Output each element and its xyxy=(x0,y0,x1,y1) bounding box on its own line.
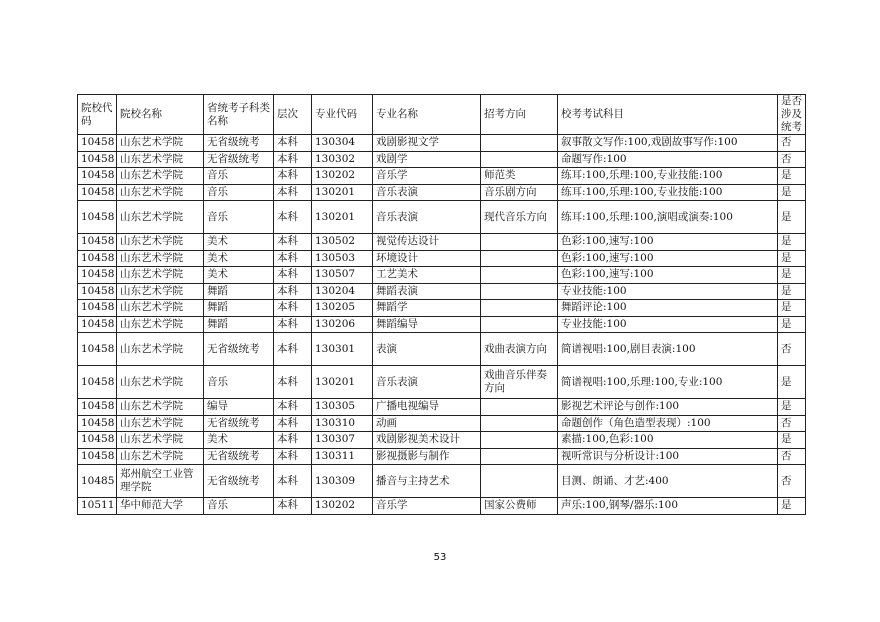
level-cell: 本科 xyxy=(274,415,312,432)
table-row xyxy=(78,250,806,267)
major-name-cell: 音乐表演 xyxy=(373,366,481,399)
level-cell: 本科 xyxy=(274,151,312,168)
table-body xyxy=(78,135,806,515)
table-header xyxy=(78,95,806,135)
subject-category-cell: 美术 xyxy=(204,267,274,284)
school-name-cell: 山东艺术学院 xyxy=(117,415,204,432)
school-name-cell: 山东艺术学院 xyxy=(117,448,204,465)
major-code-cell: 130201 xyxy=(312,366,373,399)
major-name-cell: 戏剧学 xyxy=(373,151,481,168)
direction-cell xyxy=(481,151,558,168)
unified-exam-cell: 是 xyxy=(778,366,806,399)
unified-exam-cell: 是 xyxy=(778,316,806,333)
column-header: 专业代码 xyxy=(312,95,373,135)
subject-category-cell: 音乐 xyxy=(204,498,274,515)
school-code-cell: 10485 xyxy=(78,465,117,498)
direction-cell: 音乐剧方向 xyxy=(481,184,558,201)
unified-exam-cell: 是 xyxy=(778,267,806,284)
subject-category-cell: 美术 xyxy=(204,432,274,449)
table-row xyxy=(78,151,806,168)
level-cell: 本科 xyxy=(274,267,312,284)
school-name-cell: 华中师范大学 xyxy=(117,498,204,515)
level-cell: 本科 xyxy=(274,234,312,251)
major-code-cell: 130302 xyxy=(312,151,373,168)
school-code-cell: 10458 xyxy=(78,316,117,333)
exam-subjects-cell: 色彩:100,速写:100 xyxy=(558,250,778,267)
table-row xyxy=(78,399,806,416)
major-name-cell: 舞蹈学 xyxy=(373,300,481,317)
table-row xyxy=(78,201,806,234)
school-code-cell: 10458 xyxy=(78,234,117,251)
direction-cell xyxy=(481,283,558,300)
unified-exam-cell: 是 xyxy=(778,300,806,317)
major-code-cell: 130206 xyxy=(312,316,373,333)
school-name-cell: 山东艺术学院 xyxy=(117,135,204,152)
direction-cell: 戏曲音乐伴奏方向 xyxy=(481,366,558,399)
major-name-cell: 音乐表演 xyxy=(373,201,481,234)
school-code-cell: 10458 xyxy=(78,333,117,366)
school-name-cell: 山东艺术学院 xyxy=(117,234,204,251)
major-name-cell: 播音与主持艺术 xyxy=(373,465,481,498)
major-code-cell: 130202 xyxy=(312,168,373,185)
direction-cell xyxy=(481,316,558,333)
column-header: 校考考试科目 xyxy=(558,95,778,135)
unified-exam-cell: 否 xyxy=(778,151,806,168)
level-cell: 本科 xyxy=(274,366,312,399)
column-header: 省统考子科类名称 xyxy=(204,95,274,135)
exam-subjects-cell: 简谱视唱:100,剧目表演:100 xyxy=(558,333,778,366)
subject-category-cell: 编导 xyxy=(204,399,274,416)
major-name-cell: 舞蹈编导 xyxy=(373,316,481,333)
subject-category-cell: 音乐 xyxy=(204,184,274,201)
major-code-cell: 130201 xyxy=(312,184,373,201)
table-row xyxy=(78,300,806,317)
exam-subjects-cell: 舞蹈评论:100 xyxy=(558,300,778,317)
school-name-cell: 山东艺术学院 xyxy=(117,333,204,366)
school-name-cell: 郑州航空工业管理学院 xyxy=(117,465,204,498)
major-name-cell: 视觉传达设计 xyxy=(373,234,481,251)
direction-cell xyxy=(481,465,558,498)
column-header: 层次 xyxy=(274,95,312,135)
direction-cell xyxy=(481,267,558,284)
table-row xyxy=(78,415,806,432)
direction-cell xyxy=(481,234,558,251)
school-code-cell: 10458 xyxy=(78,432,117,449)
major-code-cell: 130307 xyxy=(312,432,373,449)
direction-cell xyxy=(481,432,558,449)
major-name-cell: 舞蹈表演 xyxy=(373,283,481,300)
school-name-cell: 山东艺术学院 xyxy=(117,250,204,267)
school-name-cell: 山东艺术学院 xyxy=(117,201,204,234)
major-code-cell: 130309 xyxy=(312,465,373,498)
exam-subjects-cell: 练耳:100,乐理:100,专业技能:100 xyxy=(558,168,778,185)
subject-category-cell: 无省级统考 xyxy=(204,151,274,168)
table-row xyxy=(78,135,806,152)
level-cell: 本科 xyxy=(274,300,312,317)
school-name-cell: 山东艺术学院 xyxy=(117,267,204,284)
school-code-cell: 10458 xyxy=(78,415,117,432)
exam-subjects-cell: 简谱视唱:100,乐理:100,专业:100 xyxy=(558,366,778,399)
school-code-cell: 10458 xyxy=(78,448,117,465)
exam-subjects-cell: 色彩:100,速写:100 xyxy=(558,234,778,251)
major-code-cell: 130305 xyxy=(312,399,373,416)
level-cell: 本科 xyxy=(274,498,312,515)
major-code-cell: 130201 xyxy=(312,201,373,234)
school-code-cell: 10458 xyxy=(78,366,117,399)
level-cell: 本科 xyxy=(274,432,312,449)
direction-cell xyxy=(481,250,558,267)
school-name-cell: 山东艺术学院 xyxy=(117,366,204,399)
admissions-table xyxy=(77,94,806,515)
exam-subjects-cell: 专业技能:100 xyxy=(558,283,778,300)
major-name-cell: 音乐表演 xyxy=(373,184,481,201)
unified-exam-cell: 是 xyxy=(778,168,806,185)
major-name-cell: 音乐学 xyxy=(373,168,481,185)
exam-subjects-cell: 命题写作:100 xyxy=(558,151,778,168)
direction-cell: 现代音乐方向 xyxy=(481,201,558,234)
school-code-cell: 10458 xyxy=(78,135,117,152)
major-name-cell: 广播电视编导 xyxy=(373,399,481,416)
direction-cell xyxy=(481,448,558,465)
subject-category-cell: 无省级统考 xyxy=(204,333,274,366)
school-name-cell: 山东艺术学院 xyxy=(117,316,204,333)
major-code-cell: 130304 xyxy=(312,135,373,152)
unified-exam-cell: 是 xyxy=(778,184,806,201)
subject-category-cell: 音乐 xyxy=(204,168,274,185)
exam-subjects-cell: 叙事散文写作:100,戏剧故事写作:100 xyxy=(558,135,778,152)
major-code-cell: 130311 xyxy=(312,448,373,465)
level-cell: 本科 xyxy=(274,283,312,300)
column-header: 院校代码 xyxy=(78,95,117,135)
table-row xyxy=(78,184,806,201)
level-cell: 本科 xyxy=(274,448,312,465)
school-code-cell: 10458 xyxy=(78,283,117,300)
exam-subjects-cell: 视听常识与分析设计:100 xyxy=(558,448,778,465)
school-code-cell: 10458 xyxy=(78,168,117,185)
school-name-cell: 山东艺术学院 xyxy=(117,300,204,317)
major-code-cell: 130507 xyxy=(312,267,373,284)
school-name-cell: 山东艺术学院 xyxy=(117,399,204,416)
major-code-cell: 130204 xyxy=(312,283,373,300)
school-code-cell: 10458 xyxy=(78,201,117,234)
exam-subjects-cell: 色彩:100,速写:100 xyxy=(558,267,778,284)
subject-category-cell: 无省级统考 xyxy=(204,135,274,152)
school-code-cell: 10458 xyxy=(78,399,117,416)
direction-cell xyxy=(481,300,558,317)
direction-cell: 师范类 xyxy=(481,168,558,185)
subject-category-cell: 无省级统考 xyxy=(204,448,274,465)
level-cell: 本科 xyxy=(274,184,312,201)
major-code-cell: 130301 xyxy=(312,333,373,366)
table-row xyxy=(78,234,806,251)
column-header: 院校名称 xyxy=(117,95,204,135)
school-code-cell: 10458 xyxy=(78,250,117,267)
major-name-cell: 环境设计 xyxy=(373,250,481,267)
major-code-cell: 130310 xyxy=(312,415,373,432)
exam-subjects-cell: 素描:100,色彩:100 xyxy=(558,432,778,449)
major-code-cell: 130202 xyxy=(312,498,373,515)
table-row xyxy=(78,366,806,399)
column-header: 招考方向 xyxy=(481,95,558,135)
school-code-cell: 10458 xyxy=(78,300,117,317)
exam-subjects-cell: 命题创作（角色造型表现）:100 xyxy=(558,415,778,432)
major-name-cell: 表演 xyxy=(373,333,481,366)
column-header: 专业名称 xyxy=(373,95,481,135)
unified-exam-cell: 否 xyxy=(778,333,806,366)
table-row xyxy=(78,432,806,449)
unified-exam-cell: 是 xyxy=(778,250,806,267)
table-row xyxy=(78,316,806,333)
direction-cell: 戏曲表演方向 xyxy=(481,333,558,366)
subject-category-cell: 音乐 xyxy=(204,366,274,399)
school-name-cell: 山东艺术学院 xyxy=(117,151,204,168)
column-header: 是否涉及统考 xyxy=(778,95,806,135)
unified-exam-cell: 否 xyxy=(778,465,806,498)
direction-cell xyxy=(481,399,558,416)
level-cell: 本科 xyxy=(274,168,312,185)
unified-exam-cell: 否 xyxy=(778,135,806,152)
unified-exam-cell: 是 xyxy=(778,498,806,515)
major-name-cell: 音乐学 xyxy=(373,498,481,515)
major-name-cell: 影视摄影与制作 xyxy=(373,448,481,465)
exam-subjects-cell: 练耳:100,乐理:100,演唱或演奏:100 xyxy=(558,201,778,234)
direction-cell xyxy=(481,415,558,432)
table-row xyxy=(78,498,806,515)
level-cell: 本科 xyxy=(274,399,312,416)
table-row xyxy=(78,168,806,185)
exam-subjects-cell: 声乐:100,钢琴/器乐:100 xyxy=(558,498,778,515)
school-code-cell: 10458 xyxy=(78,151,117,168)
unified-exam-cell: 否 xyxy=(778,415,806,432)
direction-cell xyxy=(481,135,558,152)
unified-exam-cell: 是 xyxy=(778,399,806,416)
unified-exam-cell: 是 xyxy=(778,432,806,449)
table-row xyxy=(78,267,806,284)
school-code-cell: 10511 xyxy=(78,498,117,515)
school-name-cell: 山东艺术学院 xyxy=(117,168,204,185)
exam-subjects-cell: 影视艺术评论与创作:100 xyxy=(558,399,778,416)
subject-category-cell: 无省级统考 xyxy=(204,415,274,432)
unified-exam-cell: 是 xyxy=(778,201,806,234)
level-cell: 本科 xyxy=(274,316,312,333)
major-name-cell: 戏剧影视美术设计 xyxy=(373,432,481,449)
header-row xyxy=(78,95,806,135)
major-name-cell: 工艺美术 xyxy=(373,267,481,284)
school-name-cell: 山东艺术学院 xyxy=(117,184,204,201)
major-code-cell: 130503 xyxy=(312,250,373,267)
major-name-cell: 戏剧影视文学 xyxy=(373,135,481,152)
direction-cell: 国家公费师 xyxy=(481,498,558,515)
subject-category-cell: 舞蹈 xyxy=(204,300,274,317)
level-cell: 本科 xyxy=(274,135,312,152)
unified-exam-cell: 否 xyxy=(778,448,806,465)
page-number: 53 xyxy=(433,552,447,563)
subject-category-cell: 无省级统考 xyxy=(204,465,274,498)
subject-category-cell: 音乐 xyxy=(204,201,274,234)
level-cell: 本科 xyxy=(274,250,312,267)
level-cell: 本科 xyxy=(274,333,312,366)
table-row xyxy=(78,448,806,465)
unified-exam-cell: 是 xyxy=(778,234,806,251)
subject-category-cell: 舞蹈 xyxy=(204,283,274,300)
level-cell: 本科 xyxy=(274,465,312,498)
unified-exam-cell: 是 xyxy=(778,283,806,300)
school-name-cell: 山东艺术学院 xyxy=(117,283,204,300)
level-cell: 本科 xyxy=(274,201,312,234)
subject-category-cell: 舞蹈 xyxy=(204,316,274,333)
school-name-cell: 山东艺术学院 xyxy=(117,432,204,449)
table-row xyxy=(78,283,806,300)
school-code-cell: 10458 xyxy=(78,267,117,284)
exam-subjects-cell: 目测、朗诵、才艺:400 xyxy=(558,465,778,498)
major-name-cell: 动画 xyxy=(373,415,481,432)
table-row xyxy=(78,333,806,366)
subject-category-cell: 美术 xyxy=(204,234,274,251)
major-code-cell: 130205 xyxy=(312,300,373,317)
exam-subjects-cell: 练耳:100,乐理:100,专业技能:100 xyxy=(558,184,778,201)
school-code-cell: 10458 xyxy=(78,184,117,201)
exam-subjects-cell: 专业技能:100 xyxy=(558,316,778,333)
table-row xyxy=(78,465,806,498)
subject-category-cell: 美术 xyxy=(204,250,274,267)
major-code-cell: 130502 xyxy=(312,234,373,251)
